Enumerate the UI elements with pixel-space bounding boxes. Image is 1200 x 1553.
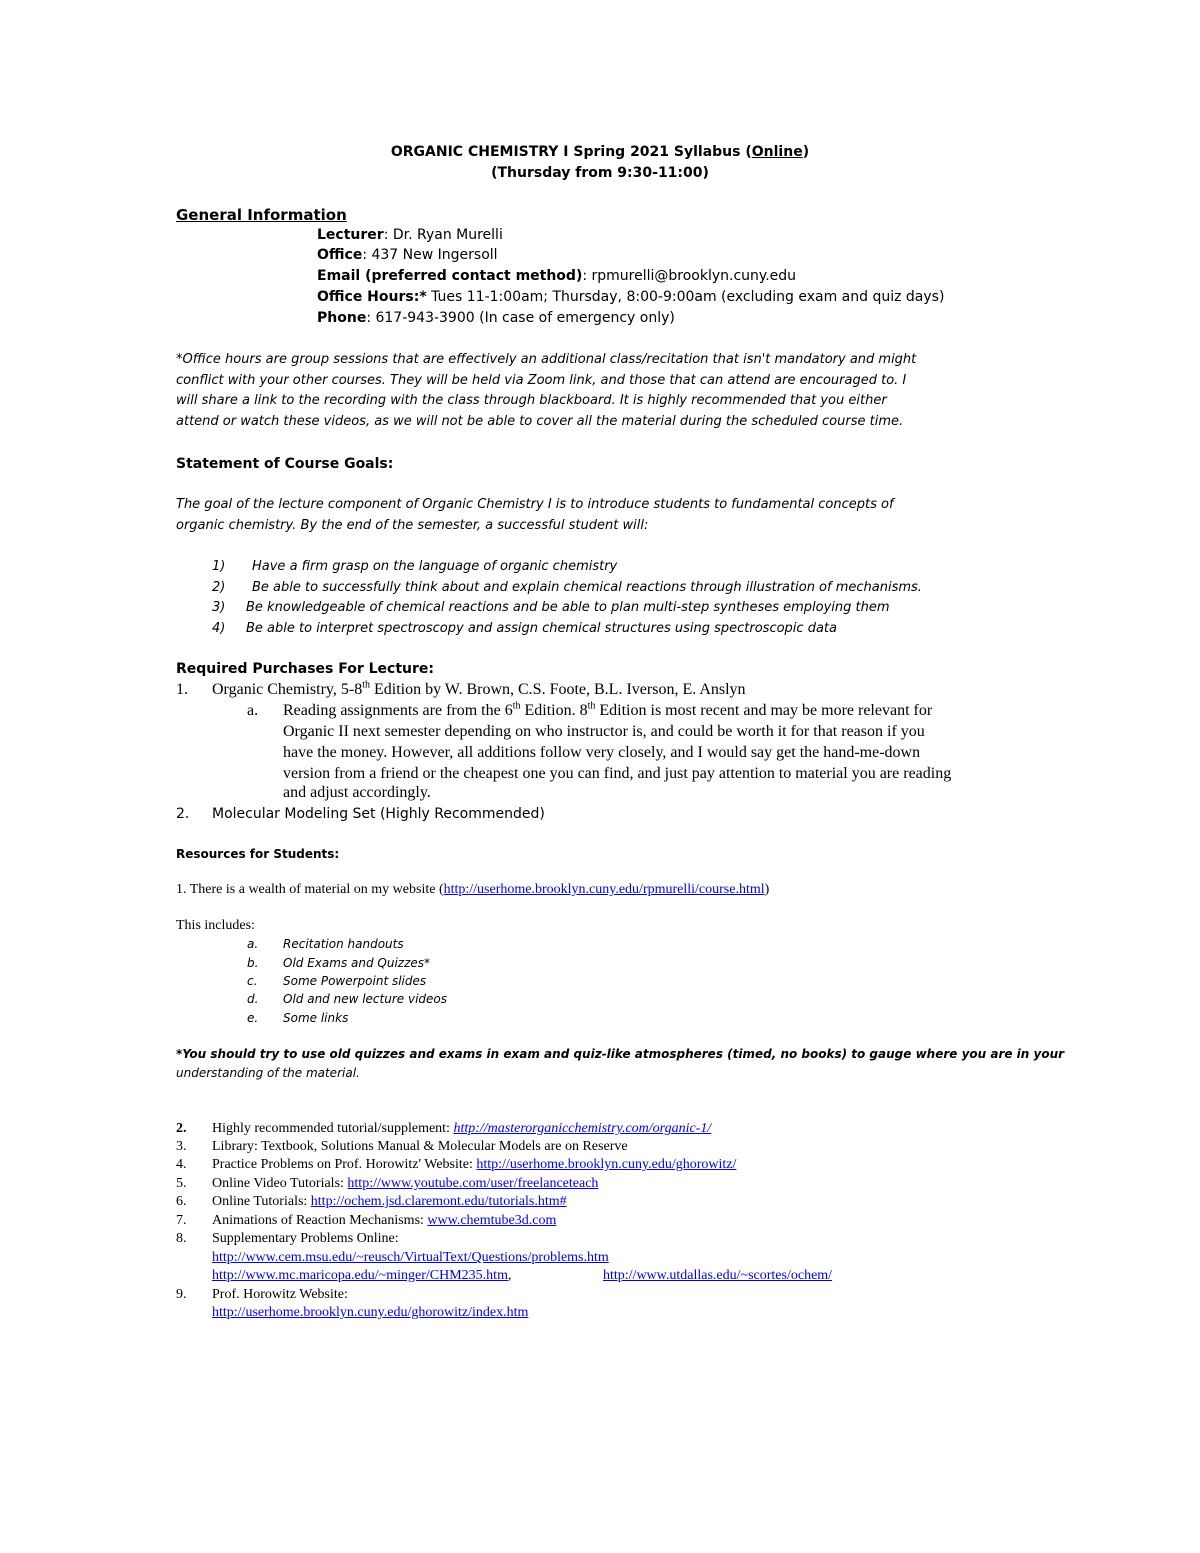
reading-text: Reading assignments are from the 6 — [283, 702, 513, 719]
resource-text: 1. There is a wealth of material on my website ( — [176, 882, 444, 897]
reading-text: Edition. 8 — [520, 702, 588, 719]
textbook-authors: Edition by W. Brown, C.S. Foote, B.L. Iverson, E. Anslyn — [369, 681, 746, 698]
goal-num: 4) — [212, 621, 226, 636]
reading-note-line: and adjust accordingly. — [283, 784, 431, 801]
lecturer-value: : Dr. Ryan Murelli — [383, 227, 503, 243]
hours-value: Tues 11-1:00am; Thursday, 8:00-9:00am (excluding exam and quiz days) — [426, 289, 945, 305]
goal-text: Be able to interpret spectroscopy and assign chemical structures using spectroscopic data — [246, 621, 837, 636]
reading-note-line: version from a friend or the cheapest one you can find, and just pay attention to material you are reading — [283, 765, 952, 782]
link-item-practice — [212, 1157, 736, 1173]
include-letter: c. — [247, 974, 258, 988]
horowitz-practice-link[interactable]: http://userhome.brooklyn.cuny.edu/ghorowitz/ — [476, 1157, 737, 1172]
link-num: 7. — [176, 1213, 187, 1228]
goal-num: 3) — [212, 600, 226, 615]
goals-intro-line: organic chemistry. By the end of the semester, a successful student will: — [176, 518, 649, 533]
goal-item — [212, 621, 225, 636]
include-item: Some links — [283, 1011, 349, 1025]
link-num: 5. — [176, 1176, 187, 1191]
include-letter: d. — [247, 992, 259, 1006]
office-value: : 437 New Ingersoll — [362, 247, 498, 263]
resource-website — [176, 882, 769, 898]
link-label: Animations of Reaction Mechanisms: — [212, 1213, 428, 1228]
goal-item — [212, 600, 225, 615]
link-num: 2. — [176, 1121, 187, 1136]
link-num: 4. — [176, 1157, 187, 1172]
office-label: Office — [317, 247, 363, 263]
horowitz-link-row — [212, 1305, 528, 1321]
utdallas-link[interactable]: http://www.utdallas.edu/~scortes/ochem/ — [603, 1268, 833, 1283]
resources-heading: Resources for Students: — [176, 847, 340, 861]
reading-note-line: Organic II next semester depending on who instructor is, and could be worth it for that reason if you — [283, 723, 925, 740]
goal-text: Be able to successfully think about and explain chemical reactions through illustration of mechanisms. — [252, 580, 922, 595]
quiz-note-line: understanding of the material. — [176, 1066, 360, 1080]
general-heading: General Information — [176, 206, 347, 224]
textbook-title: Organic Chemistry, 5-8 — [212, 681, 363, 698]
master-organic-link[interactable]: http://masterorganicchemistry.com/organic-1/ — [453, 1121, 712, 1136]
goal-num: 2) — [212, 580, 226, 595]
superscript: th — [512, 700, 521, 712]
supplementary-link-row — [212, 1250, 609, 1266]
link-num: 9. — [176, 1287, 187, 1302]
link-label: Online Video Tutorials: — [212, 1176, 348, 1191]
purchase-item-model-set: Molecular Modeling Set (Highly Recommended) — [212, 806, 545, 822]
link-num: 6. — [176, 1194, 187, 1209]
purchases-heading: Required Purchases For Lecture: — [176, 661, 435, 677]
includes-label: This includes: — [176, 918, 255, 933]
chemtube-link[interactable]: www.chemtube3d.com — [427, 1213, 557, 1228]
office-row — [317, 247, 498, 263]
hours-label: Office Hours:* — [317, 289, 427, 305]
office-note-line: conflict with your other courses. They will be held via Zoom link, and those that can attend are encouraged to. I — [176, 373, 907, 388]
purchase-num: 1. — [176, 681, 188, 698]
ochem-claremont-link[interactable]: http://ochem.jsd.claremont.edu/tutorials.htm# — [310, 1194, 567, 1209]
link-item-supplementary: Supplementary Problems Online: — [212, 1231, 399, 1246]
superscript: th — [362, 679, 370, 691]
purchase-item-textbook — [212, 681, 746, 699]
reusch-problems-link[interactable]: http://www.cem.msu.edu/~reusch/VirtualText/Questions/problems.htm — [212, 1250, 609, 1265]
page-subtitle: (Thursday from 9:30-11:00) — [491, 165, 709, 181]
include-item: Recitation handouts — [283, 937, 404, 951]
link-item-tutorial — [212, 1121, 711, 1137]
goal-num: 1) — [212, 559, 226, 574]
include-item: Some Powerpoint slides — [283, 974, 427, 988]
lecturer-row — [317, 227, 503, 243]
email-row — [317, 268, 796, 284]
page-title — [0, 144, 1200, 160]
include-item: Old Exams and Quizzes* — [283, 956, 431, 970]
horowitz-index-link[interactable]: http://userhome.brooklyn.cuny.edu/ghorowitz/index.htm — [212, 1305, 529, 1320]
link-item-video — [212, 1176, 598, 1192]
email-value: : rpmurelli@brooklyn.cuny.edu — [582, 268, 797, 284]
goal-text: Be knowledgeable of chemical reactions and be able to plan multi-step syntheses employing them — [246, 600, 890, 615]
phone-value: : 617-943-3900 (In case of emergency only) — [366, 310, 675, 326]
link-num: 8. — [176, 1231, 187, 1246]
link-label: Online Tutorials: — [212, 1194, 311, 1209]
office-note-line: will share a link to the recording with the class through blackboard. It is highly recommended that you either — [176, 393, 887, 408]
purchase-num: 2. — [176, 806, 190, 822]
link-item-horowitz: Prof. Horowitz Website: — [212, 1287, 348, 1302]
link-item-online-tutorials — [212, 1194, 567, 1210]
youtube-link[interactable]: http://www.youtube.com/user/freelanceteach — [347, 1176, 599, 1191]
course-website-link[interactable]: http://userhome.brooklyn.cuny.edu/rpmurelli/course.html — [443, 882, 765, 897]
hours-row — [317, 289, 944, 305]
include-letter: b. — [247, 956, 259, 970]
reading-note-line: have the money. However, all additions follow very closely, and I would say get the hand-me-down — [283, 744, 921, 761]
reading-text: Edition is most recent and may be more relevant for — [595, 702, 933, 719]
link-item-library: Library: Textbook, Solutions Manual & Molecular Models are on Reserve — [212, 1139, 628, 1154]
sub-num: a. — [247, 702, 259, 719]
link-item-animations — [212, 1213, 556, 1229]
goals-heading: Statement of Course Goals: — [176, 456, 394, 472]
goals-intro-line: The goal of the lecture component of Organic Chemistry I is to introduce students to fundamental concepts of — [176, 497, 894, 512]
goal-item — [212, 580, 225, 595]
office-note-line: *Office hours are group sessions that are effectively an additional class/recitation that isn't mandatory and might — [176, 352, 917, 367]
quiz-note-line: *You should try to use old quizzes and exams in exam and quiz-like atmospheres (timed, no books) to gauge where you are in your — [176, 1047, 1065, 1061]
link-label: Practice Problems on Prof. Horowitz' Website: — [212, 1157, 477, 1172]
phone-label: Phone — [317, 310, 367, 326]
goal-text: Have a firm grasp on the language of organic chemistry — [252, 559, 618, 574]
include-letter: e. — [247, 1011, 259, 1025]
superscript: th — [587, 700, 596, 712]
email-label: Email (preferred contact method) — [317, 268, 583, 284]
goal-item — [212, 559, 225, 574]
link-separator: , — [507, 1268, 512, 1283]
resource-text: ) — [764, 882, 770, 897]
supplementary-link-row — [212, 1268, 511, 1284]
title-text: ORGANIC CHEMISTRY I Spring 2021 Syllabus ( — [390, 144, 752, 160]
include-item: Old and new lecture videos — [283, 992, 448, 1006]
lecturer-label: Lecturer — [317, 227, 384, 243]
office-note-line: attend or watch these videos, as we will not be able to cover all the material during the scheduled course time. — [176, 414, 904, 429]
link-num: 3. — [176, 1139, 187, 1154]
title-close: ) — [802, 144, 810, 160]
supplementary-link-row — [603, 1268, 832, 1284]
title-online: Online — [751, 144, 803, 160]
link-label: Highly recommended tutorial/supplement: — [212, 1121, 454, 1136]
maricopa-link[interactable]: http://www.mc.maricopa.edu/~minger/CHM235.htm — [212, 1268, 508, 1283]
phone-row — [317, 310, 675, 326]
reading-note-line — [283, 702, 932, 720]
include-letter: a. — [247, 937, 259, 951]
